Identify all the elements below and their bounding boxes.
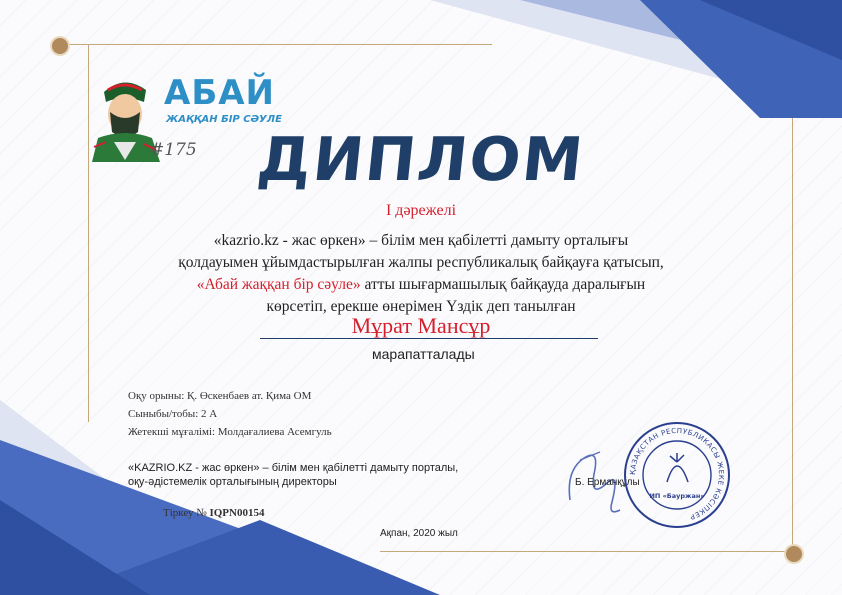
class-info: Сыныбы/тобы: 2 А — [128, 408, 218, 420]
diploma-title: ДИПЛОМ — [254, 125, 588, 195]
logo-number: #175 — [150, 140, 197, 160]
registration-code: IQPN00154 — [209, 507, 265, 519]
signer-name: Б. Ерманқұлы — [575, 477, 640, 488]
registration-label: Тіркеу № — [163, 507, 210, 519]
stamp-center-text: ИП «Бауржан» — [649, 492, 705, 500]
director-title — [128, 461, 458, 489]
body-line-1: «kazrio.kz - жас өркен» – білім мен қабілетті дамыту орталығы — [213, 232, 629, 249]
official-stamp — [622, 420, 732, 530]
issue-date: Ақпан, 2020 жыл — [380, 528, 458, 539]
logo-title: АБАЙ — [164, 73, 275, 113]
body-line-3 — [150, 274, 692, 296]
stamp-ring-text: ҚАЗАҚСТАН РЕСПУБЛИКАСЫ ЖЕКЕ КӘСІПКЕР — [628, 426, 726, 521]
frame-dot-top-left — [52, 38, 68, 54]
participant-info — [128, 387, 332, 441]
diploma-degree: I дәрежелі — [385, 202, 457, 219]
director-line-2: оқу-әдістемелік орталығының директоры — [128, 476, 337, 488]
frame-dot-bottom-right — [786, 546, 802, 562]
recipient-name: Мұрат Мансұр — [351, 313, 491, 338]
director-line-1: «KAZRIO.KZ - жас өркен» – білім мен қабілетті дамыту порталы, — [128, 462, 459, 474]
diploma-body-text — [150, 230, 692, 318]
school-info: Оқу орыны: Қ. Өскенбаев ат. Қима ОМ — [128, 390, 312, 402]
teacher-info: Жетекші мұғалімі: Молдағалиева Асемгуль — [128, 426, 332, 438]
contest-name: «Абай жаққан бір сәуле» — [196, 276, 361, 293]
frame-top-line — [62, 44, 492, 45]
body-line-2: қолдауымен ұйымдастырылған жалпы республикалық байқауға қатысып, — [178, 254, 664, 271]
registration-number — [163, 507, 264, 519]
frame-bottom-line — [380, 551, 792, 552]
body-line-4: көрсетіп, ерекше өнерімен Үздік деп танылған — [266, 298, 576, 315]
logo-subtitle: ЖАҚҚАН БІР СӘУЛЕ — [166, 114, 282, 125]
awarded-text: марапатталады — [372, 346, 475, 362]
recipient-underline — [260, 338, 598, 339]
body-line-3-rest: атты шығармашылық байқауда даралығын — [360, 276, 646, 293]
